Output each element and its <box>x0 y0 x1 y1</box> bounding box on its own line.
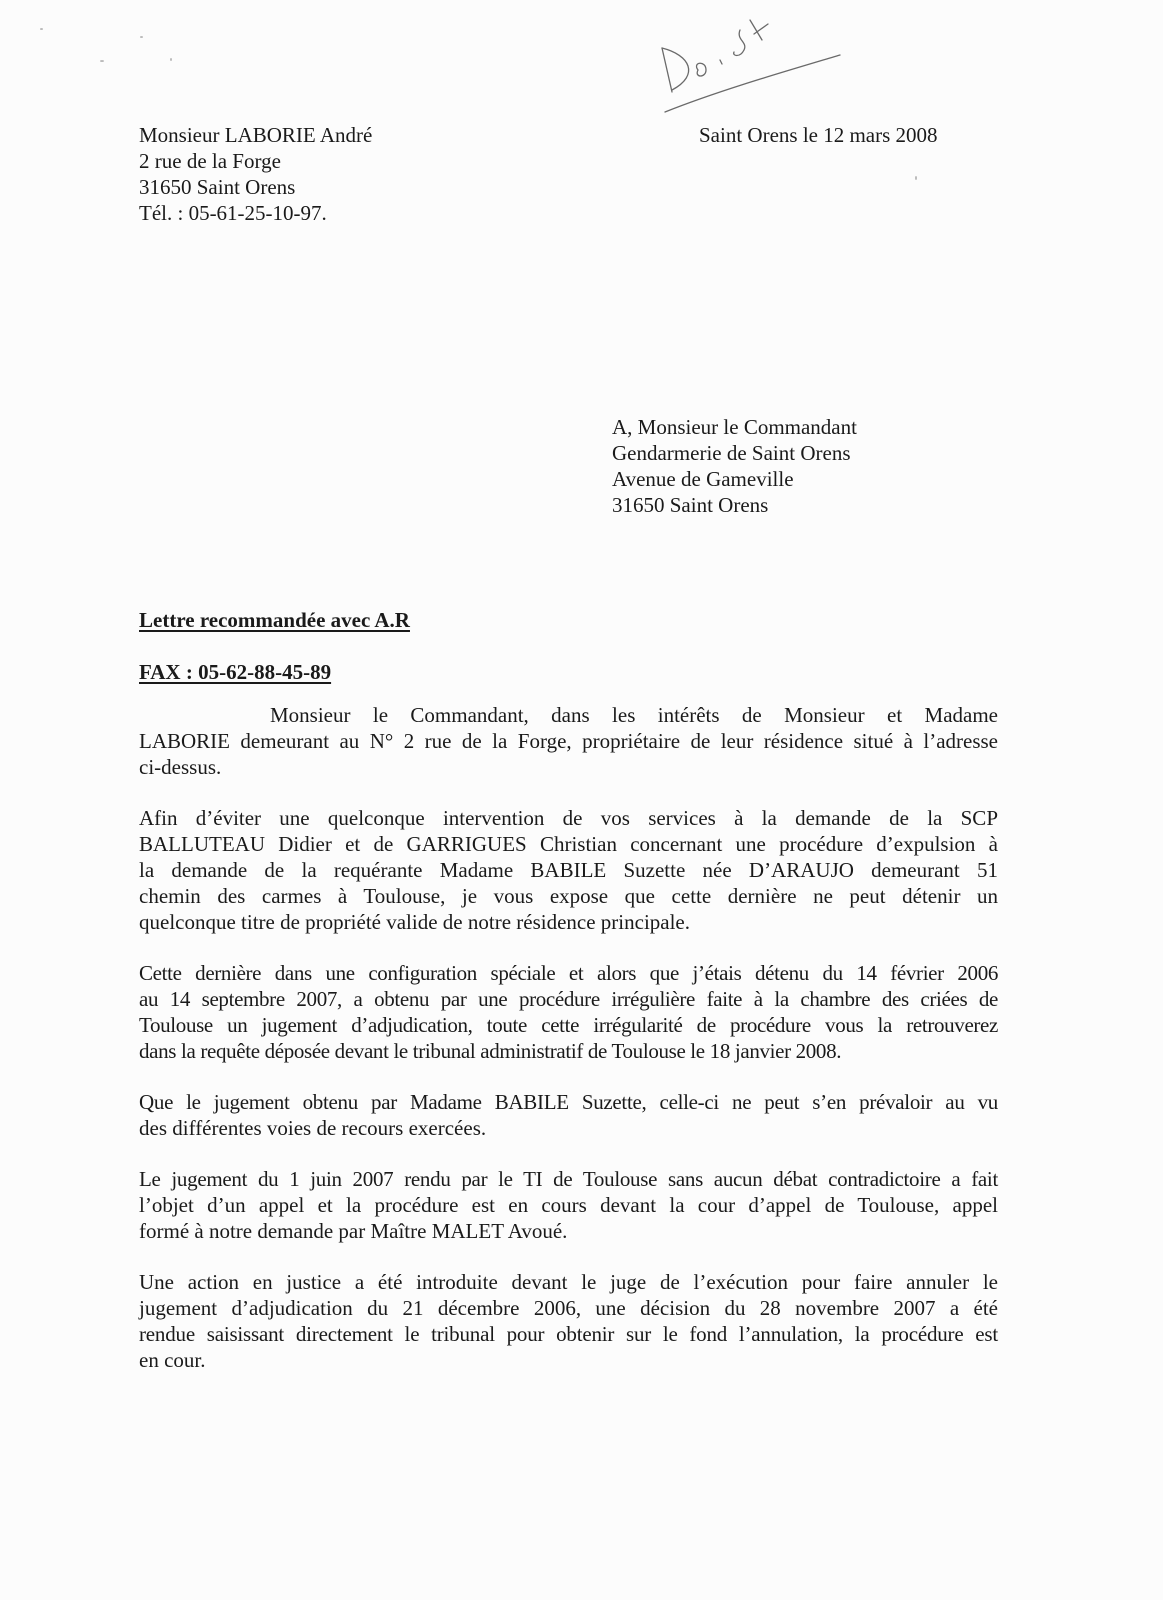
paragraph-6-line-3: rendue saisissant directement le tribunal pour obtenir sur le fond l’annulation, la procédure est <box>139 1322 998 1346</box>
sender-name: Monsieur LABORIE André <box>139 123 373 147</box>
recipient-line-2: Gendarmerie de Saint Orens <box>612 441 851 465</box>
paragraph-2-line-4: chemin des carmes à Toulouse, je vous expose que cette dernière ne peut détenir un <box>139 884 998 908</box>
paragraph-3-line-3: Toulouse un jugement d’adjudication, toute cette irrégularité de procédure vous la retrouverez <box>139 1013 998 1037</box>
paragraph-2-line-3: la demande de la requérante Madame BABILE Suzette née D’ARAUJO demeurant 51 <box>139 858 998 882</box>
sender-street: 2 rue de la Forge <box>139 149 281 173</box>
paragraph-5-line-1: Le jugement du 1 juin 2007 rendu par le TI de Toulouse sans aucun débat contradictoire a fait <box>139 1167 998 1191</box>
date-line: Saint Orens le 12 mars 2008 <box>699 123 938 147</box>
scan-speck <box>100 60 104 62</box>
recipient-line-1: A, Monsieur le Commandant <box>612 415 857 439</box>
paragraph-2-line-1: Afin d’éviter une quelconque intervention de vos services à la demande de la SCP <box>139 806 998 830</box>
scan-speck <box>140 36 143 38</box>
scan-speck <box>40 28 43 30</box>
sender-phone: Tél. : 05-61-25-10-97. <box>139 201 327 225</box>
paragraph-6-line-2: jugement d’adjudication du 21 décembre 2006, une décision du 28 novembre 2007 a été <box>139 1296 998 1320</box>
paragraph-5-line-3: formé à notre demande par Maître MALET Avoué. <box>139 1219 568 1243</box>
handwritten-annotation <box>640 0 860 120</box>
paragraph-3-line-2: au 14 septembre 2007, a obtenu par une procédure irrégulière faite à la chambre des criées de <box>139 987 998 1011</box>
paragraph-3-line-4: dans la requête déposée devant le tribunal administratif de Toulouse le 18 janvier 2008. <box>139 1039 842 1063</box>
paragraph-1-line-3: ci-dessus. <box>139 755 222 779</box>
fax-header: FAX : 05-62-88-45-89 <box>139 660 332 684</box>
paragraph-1-line-2: LABORIE demeurant au N° 2 rue de la Forge, propriétaire de leur résidence situé à l’adresse <box>139 729 998 753</box>
recipient-line-4: 31650 Saint Orens <box>612 493 769 517</box>
paragraph-4-line-2: des différentes voies de recours exercées. <box>139 1116 487 1140</box>
recipient-line-3: Avenue de Gameville <box>612 467 794 491</box>
scan-speck <box>170 58 172 61</box>
paragraph-5-line-2: l’objet d’un appel et la procédure est en cours devant la cour d’appel de Toulouse, appel <box>139 1193 998 1217</box>
paragraph-3-line-1: Cette dernière dans une configuration spéciale et alors que j’étais détenu du 14 février 2006 <box>139 961 998 985</box>
paragraph-4-line-1: Que le jugement obtenu par Madame BABILE Suzette, celle-ci ne peut s’en prévaloir au vu <box>139 1090 998 1114</box>
paragraph-2-line-2: BALLUTEAU Didier et de GARRIGUES Christian concernant une procédure d’expulsion à <box>139 832 998 856</box>
paragraph-6-line-1: Une action en justice a été introduite devant le juge de l’exécution pour faire annuler le <box>139 1270 998 1294</box>
scan-speck <box>915 176 917 180</box>
paragraph-2-line-5: quelconque titre de propriété valide de notre résidence principale. <box>139 910 691 934</box>
registered-mail-header: Lettre recommandée avec A.R <box>139 608 410 632</box>
sender-city: 31650 Saint Orens <box>139 175 296 199</box>
paragraph-1-line-1: Monsieur le Commandant, dans les intérêts de Monsieur et Madame <box>270 703 998 727</box>
paragraph-6-line-4: en cour. <box>139 1348 206 1372</box>
